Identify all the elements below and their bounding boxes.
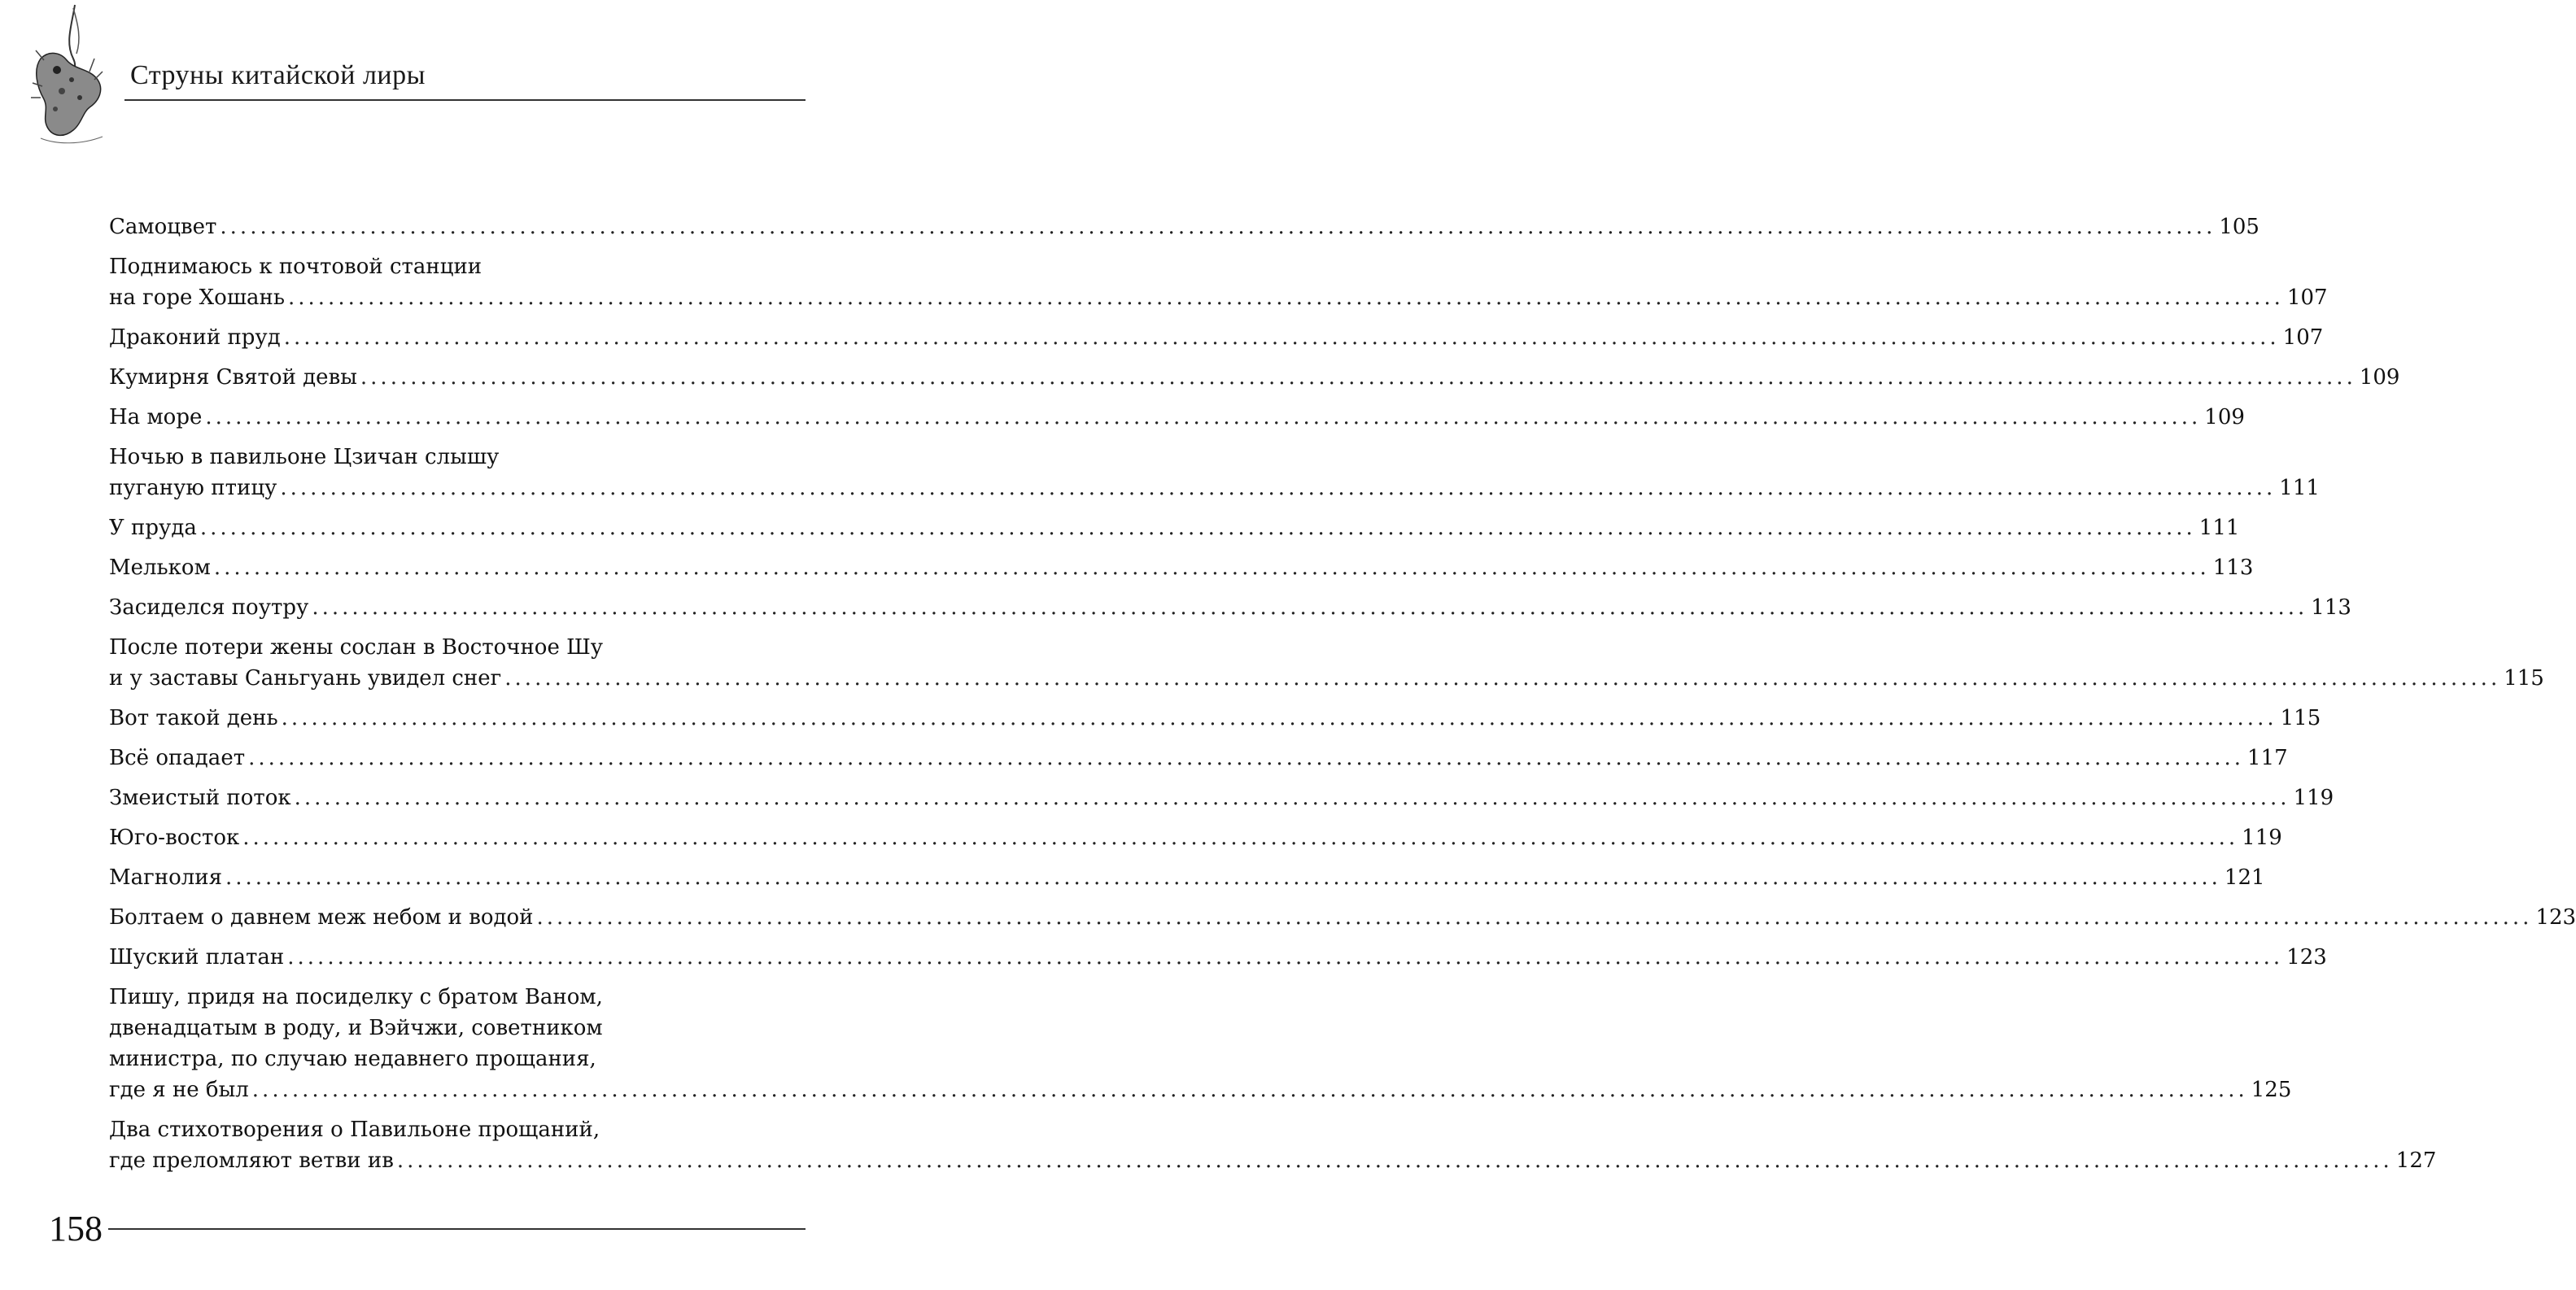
toc-entry-title-line: двенадцатым в роду, и Вэйчжи, советником <box>109 1016 603 1040</box>
toc-entry <box>109 322 2324 353</box>
toc-entry-page: 105 <box>2219 215 2259 239</box>
toc-entry-page: 107 <box>2286 285 2328 310</box>
toc-entry-title-line: Ночью в павильоне Цзичан слышу <box>109 445 500 469</box>
toc-entry-title-line: где преломляют ветви ив <box>109 1148 394 1173</box>
toc-entry-title-line: Юго-восток <box>109 826 240 850</box>
toc-entry <box>109 902 2576 933</box>
footer-rule <box>108 1228 806 1230</box>
toc-entry-page: 111 <box>2279 476 2320 500</box>
toc-entry-page: 119 <box>2242 826 2282 850</box>
dot-leader: ........................................................................................................................................................................................................ <box>294 786 2290 810</box>
toc-entry <box>109 862 2265 893</box>
dot-leader: ........................................................................................................................................................................................................ <box>280 476 2277 500</box>
toc-entry-page: 113 <box>2311 595 2351 620</box>
toc-entry-title-line: где я не был <box>109 1078 249 1102</box>
toc-entry <box>109 552 2254 583</box>
toc-entry-title-line: Вот такой день <box>109 706 278 730</box>
toc-entry <box>109 822 2282 853</box>
toc-entry <box>109 1114 2437 1176</box>
toc-entry-title-line: У пруда <box>109 516 197 540</box>
table-of-contents <box>109 211 2576 1185</box>
dot-leader: ........................................................................................................................................................................................................ <box>360 365 2356 390</box>
toc-entry-page: 111 <box>2198 516 2240 540</box>
toc-entry-title-line: Магнолия <box>109 865 222 890</box>
toc-entry-title-line: Поднимаюсь к почтовой станции <box>109 255 482 279</box>
dot-leader: ........................................................................................................................................................................................................ <box>205 405 2202 429</box>
toc-entry-page: 119 <box>2293 786 2334 810</box>
toc-entry-title-line: Пишу, придя на посиделку с братом Ваном, <box>109 985 603 1009</box>
dot-leader: ........................................................................................................................................................................................................ <box>213 556 2210 580</box>
toc-entry-page: 107 <box>2282 325 2324 350</box>
toc-entry <box>109 942 2327 973</box>
dot-leader: ........................................................................................................................................................................................................ <box>312 595 2308 620</box>
toc-entry <box>109 362 2400 393</box>
toc-entry-title-line: пуганую птицу <box>109 476 277 500</box>
toc-entry <box>109 402 2245 433</box>
toc-entry-title-line: Змеистый поток <box>109 786 291 810</box>
toc-entry-title-line: Засиделся поутру <box>109 595 309 620</box>
dot-leader: ........................................................................................................................................................................................................ <box>288 285 2284 310</box>
toc-entry <box>109 743 2288 774</box>
toc-entry <box>109 512 2240 543</box>
toc-entry-title-line: На море <box>109 405 203 429</box>
toc-entry-title-line: Кумирня Святой девы <box>109 365 357 390</box>
toc-entry <box>109 251 2328 313</box>
dot-leader: ........................................................................................................................................................................................................ <box>248 746 2245 770</box>
toc-entry-page: 115 <box>2504 666 2544 691</box>
toc-entry <box>109 703 2321 734</box>
toc-entry-title-line: Драконий пруд <box>109 325 281 350</box>
header-rule <box>124 99 806 101</box>
toc-entry-title-line: После потери жены сослан в Восточное Шу <box>109 635 604 660</box>
toc-entry <box>109 782 2334 813</box>
toc-entry-title-line: Шуский платан <box>109 945 285 970</box>
dot-leader: ........................................................................................................................................................................................................ <box>199 516 2196 540</box>
toc-entry-title-line: на горе Хошань <box>109 285 285 310</box>
dot-leader: ........................................................................................................................................................................................................ <box>536 905 2533 930</box>
dot-leader: ........................................................................................................................................................................................................ <box>504 666 2501 691</box>
toc-entry-page: 123 <box>2286 945 2327 970</box>
toc-entry-title-line: Два стихотворения о Павильоне прощаний, <box>109 1118 600 1142</box>
toc-entry-page: 109 <box>2204 405 2245 429</box>
toc-entry-title-line: Болтаем о давнем меж небом и водой <box>109 905 534 930</box>
toc-entry-page: 125 <box>2251 1078 2292 1102</box>
dot-leader: ........................................................................................................................................................................................................ <box>225 865 2221 890</box>
toc-entry-page: 113 <box>2212 556 2254 580</box>
dot-leader: ........................................................................................................................................................................................................ <box>242 826 2239 850</box>
toc-entry-title-line: Самоцвет <box>109 215 217 239</box>
toc-entry-page: 123 <box>2535 905 2576 930</box>
page-header <box>0 0 814 155</box>
toc-entry <box>109 632 2544 694</box>
toc-entry-page: 117 <box>2247 746 2288 770</box>
running-title: Струны китайской лиры <box>130 60 426 90</box>
dot-leader: ........................................................................................................................................................................................................ <box>283 325 2280 350</box>
dot-leader: ........................................................................................................................................................................................................ <box>281 706 2277 730</box>
dot-leader: ........................................................................................................................................................................................................ <box>287 945 2284 970</box>
toc-entry <box>109 982 2292 1105</box>
toc-entry <box>109 592 2351 623</box>
toc-entry-page: 115 <box>2280 706 2321 730</box>
dot-leader: ........................................................................................................................................................................................................ <box>220 215 2216 239</box>
toc-entry <box>109 211 2259 242</box>
toc-entry-page: 121 <box>2224 865 2265 890</box>
toc-entry-title-line: Мельком <box>109 556 211 580</box>
page-number: 158 <box>49 1209 103 1249</box>
toc-entry-title-line: министра, по случаю недавнего прощания, <box>109 1047 596 1071</box>
toc-entry-page: 109 <box>2359 365 2400 390</box>
toc-entry-title-line: и у заставы Саньгуань увидел снег <box>109 666 502 691</box>
page-footer <box>0 1200 814 1265</box>
dragon-ornament-icon <box>24 2 114 148</box>
toc-entry-page: 127 <box>2395 1148 2437 1173</box>
toc-entry <box>109 442 2320 503</box>
toc-entry-title-line: Всё опадает <box>109 746 246 770</box>
dot-leader: ........................................................................................................................................................................................................ <box>251 1078 2248 1102</box>
dot-leader: ........................................................................................................................................................................................................ <box>396 1148 2393 1173</box>
